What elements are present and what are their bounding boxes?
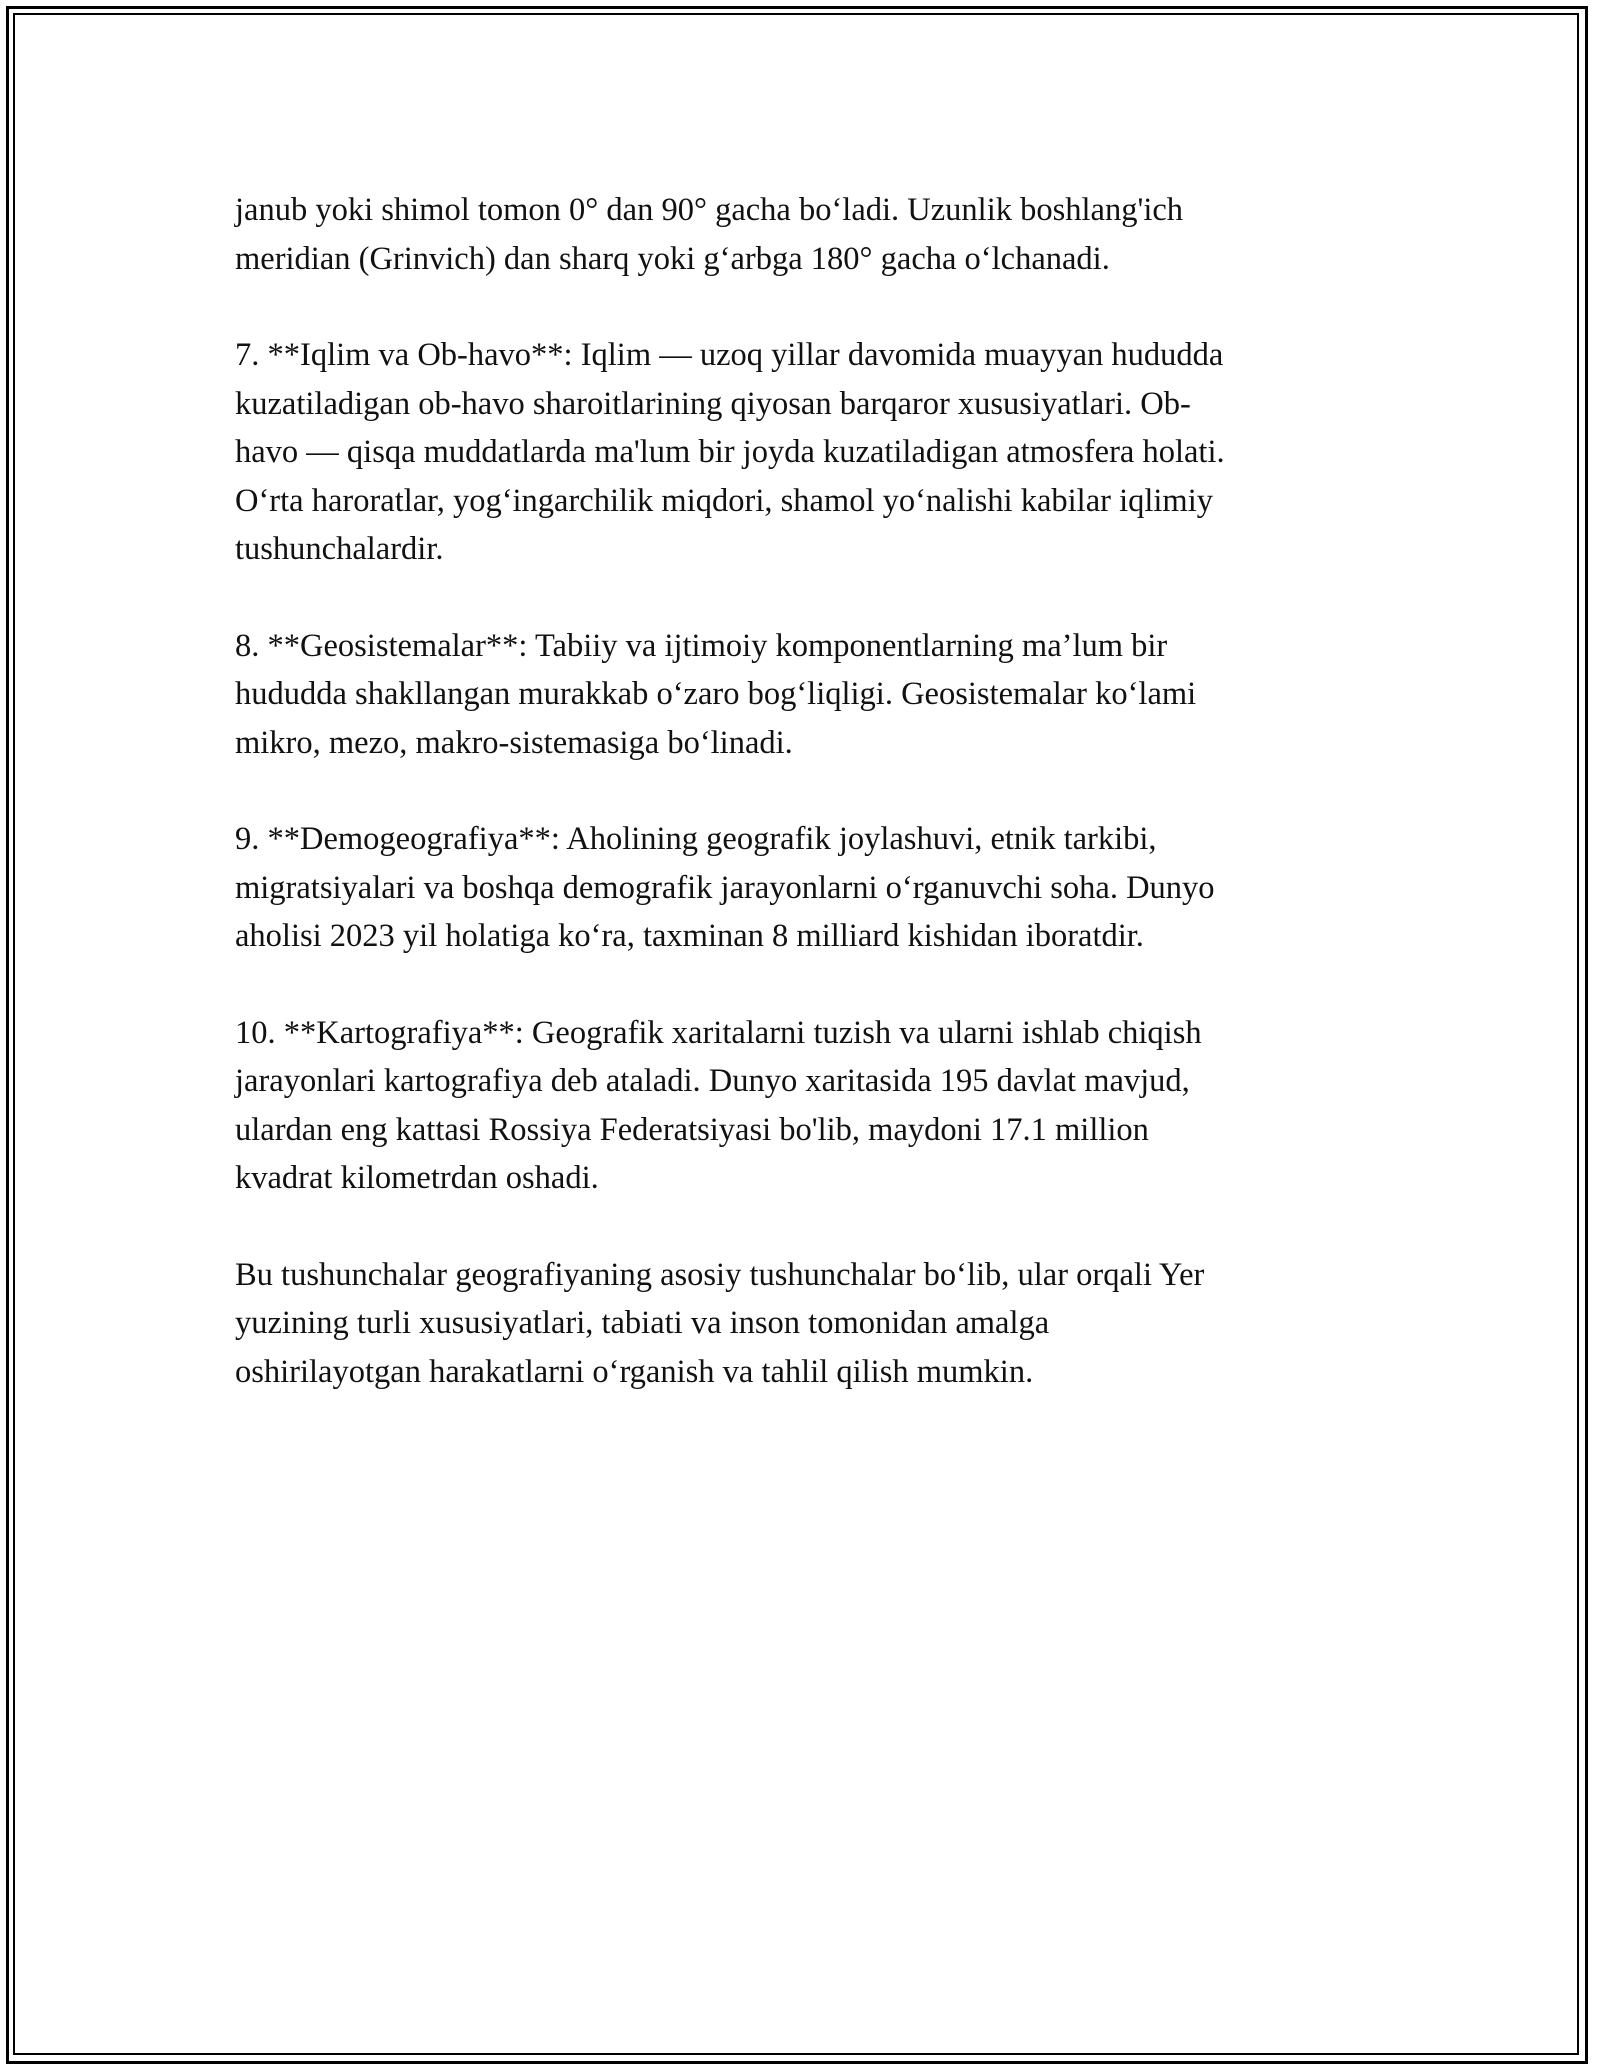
text-line: 9. **Demogeografiya**: Aholining geografik joylashuvi, etnik tarkibi,: [235, 821, 1157, 857]
paragraph-coordinates-continuation: [235, 186, 1365, 283]
text-line: hududda shakllangan murakkab o‘zaro bog‘liqligi. Geosistemalar ko‘lami: [235, 676, 1197, 712]
text-line: aholisi 2023 yil holatiga ko‘ra, taxminan 8 milliard kishidan iboratdir.: [235, 918, 1144, 954]
paragraph-demogeography: [235, 815, 1365, 961]
paragraph-conclusion: [235, 1251, 1365, 1397]
text-line: oshirilayotgan harakatlarni o‘rganish va tahlil qilish mumkin.: [235, 1353, 1034, 1390]
paragraph-geosystems: [235, 622, 1365, 768]
text-line: havo — qisqa muddatlarda ma'lum bir joyda kuzatiladigan atmosfera holati.: [235, 434, 1225, 470]
text-line: migratsiyalari va boshqa demografik jarayonlarni o‘rganuvchi soha. Dunyo: [235, 869, 1215, 906]
text-line: meridian (Grinvich) dan sharq yoki g‘arbga 180° gacha o‘lchanadi.: [235, 240, 1110, 277]
text-line: kuzatiladigan ob-havo sharoitlarining qiyosan barqaror xususiyatlari. Ob-: [235, 385, 1191, 422]
text-line: O‘rta haroratlar, yog‘ingarchilik miqdori, shamol yo‘nalishi kabilar iqlimiy: [235, 482, 1213, 519]
text-line: mikro, mezo, makro-sistemasiga bo‘linadi.: [235, 724, 793, 761]
text-line: Bu tushunchalar geografiyaning asosiy tushunchalar bo‘lib, ular orqali Yer: [235, 1256, 1205, 1293]
paragraph-climate-weather: [235, 331, 1365, 574]
paragraph-cartography: [235, 1009, 1365, 1203]
text-line: tushunchalardir.: [235, 531, 444, 567]
text-line: 10. **Kartografiya**: Geografik xaritalarni tuzish va ularni ishlab chiqish: [235, 1014, 1202, 1051]
text-line: ulardan eng kattasi Rossiya Federatsiyasi bo'lib, maydoni 17.1 million: [235, 1111, 1149, 1148]
text-line: 8. **Geosistemalar**: Tabiiy va ijtimoiy komponentlarning ma’lum bir: [235, 627, 1168, 664]
document-body: [235, 186, 1365, 1444]
text-line: 7. **Iqlim va Ob-havo**: Iqlim — uzoq yillar davomida muayyan hududda: [235, 337, 1224, 373]
text-line: jarayonlari kartografiya deb ataladi. Dunyo xaritasida 195 davlat mavjud,: [235, 1063, 1190, 1099]
text-line: janub yoki shimol tomon 0° dan 90° gacha bo‘ladi. Uzunlik boshlang'ich: [235, 192, 1184, 228]
text-line: yuzining turli xususiyatlari, tabiati va inson tomonidan amalga: [235, 1305, 1050, 1341]
text-line: kvadrat kilometrdan oshadi.: [235, 1160, 599, 1196]
